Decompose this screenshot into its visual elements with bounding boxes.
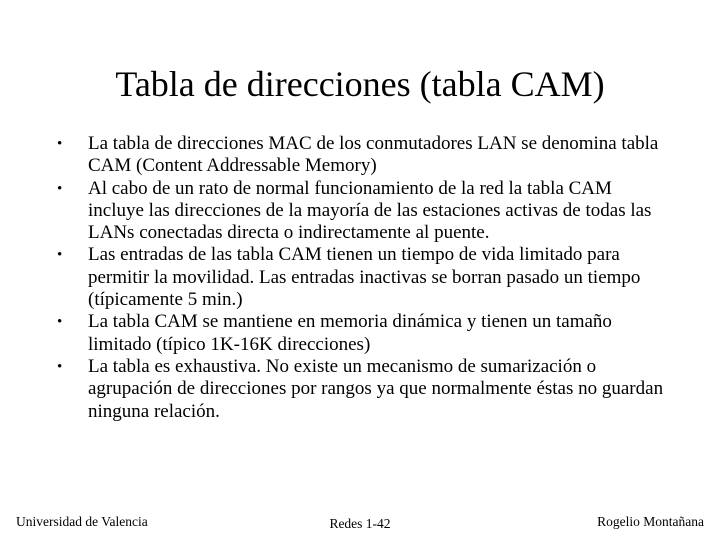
footer-slide-number: Redes 1-42 xyxy=(329,516,391,531)
bullet-icon: • xyxy=(57,314,63,331)
bullet-text: La tabla de direcciones MAC de los conmutadores LAN se denomina tabla CAM (Content Addressable Memory) xyxy=(88,133,659,177)
bullet-item xyxy=(56,178,666,245)
bullet-list xyxy=(56,133,666,423)
bullet-icon: • xyxy=(57,247,63,264)
bullet-icon: • xyxy=(57,180,63,197)
bullet-icon: • xyxy=(57,136,63,152)
bullet-item xyxy=(56,133,666,178)
bullet-item xyxy=(56,356,666,423)
bullet-text: La tabla es exhaustiva. No existe un mecanismo de sumarización o agrupación de direcciones por rangos ya que normalmente éstas no guardan ninguna relación. xyxy=(88,355,664,422)
bullet-text: Las entradas de las tabla CAM tienen un tiempo de vida limitado para permitir la movilidad. Las entradas inactivas se borran pasado un tiempo (típicamente 5 min.) xyxy=(88,244,641,311)
footer-institution: Universidad de Valencia xyxy=(16,514,148,529)
bullet-text: Al cabo de un rato de normal funcionamiento de la red la tabla CAM incluye las direcciones de la mayoría de las estaciones activas de todas las LANs conectadas directa o indirectamente al puente. xyxy=(88,177,652,244)
bullet-icon: • xyxy=(57,358,63,375)
slide-title: Tabla de direcciones (tabla CAM) xyxy=(115,64,605,104)
bullet-item xyxy=(56,311,666,356)
bullet-text: La tabla CAM se mantiene en memoria dinámica y tienen un tamaño limitado (típico 1K-16K direcciones) xyxy=(88,311,612,355)
footer-author: Rogelio Montañana xyxy=(597,514,704,529)
bullet-item xyxy=(56,244,666,311)
